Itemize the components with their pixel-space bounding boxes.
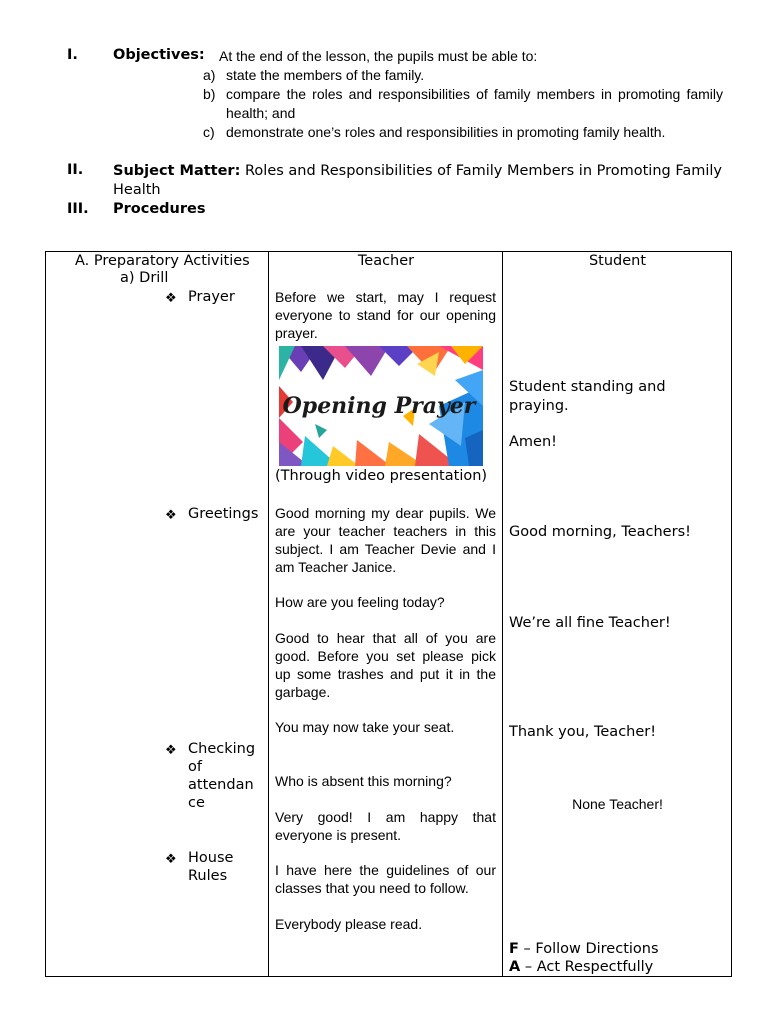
teacher-read: Everybody please read. — [275, 916, 423, 932]
student-fine: We’re all fine Teacher! — [509, 615, 671, 631]
rule-letter: F — [509, 941, 519, 957]
subject-matter-text: Roles and Responsibilities of Family Members in Promoting Family Health — [113, 163, 722, 198]
activity-prayer: Prayer — [188, 289, 235, 305]
student-standing: Student standing and praying. — [509, 379, 666, 414]
objective-text: state the members of the family. — [226, 67, 425, 83]
activity-house-rules-2: Rules — [188, 868, 228, 884]
drill-heading: a) Drill — [120, 270, 169, 286]
subject-matter — [113, 162, 722, 200]
objective-label: a) — [203, 67, 216, 83]
rule-letter: A — [509, 959, 521, 975]
rule-text: – Act Respectfully — [520, 959, 654, 975]
procedures-title: Procedures — [113, 201, 206, 217]
teacher-present: Very good! I am happy that everyone is present. — [275, 809, 496, 843]
bullet-icon: ❖ — [165, 851, 177, 866]
student-good-morning: Good morning, Teachers! — [509, 524, 691, 540]
objectives-title: Objectives: — [113, 47, 205, 63]
bullet-icon: ❖ — [165, 507, 177, 522]
teacher-seat: You may now take your seat. — [275, 719, 455, 735]
section-number-procedures: III. — [67, 201, 89, 217]
activities-column — [46, 252, 269, 977]
teacher-greeting: Good morning my dear pupils. We are your teacher teachers in this subject. I am Teacher Devie and I am Teacher Janice. — [275, 505, 496, 575]
activity-attendance-4: ce — [188, 795, 205, 811]
teacher-prayer-request: Before we start, may I request everyone to stand for our opening prayer. — [275, 289, 496, 341]
teacher-column — [269, 252, 503, 977]
teacher-trash: Good to hear that all of you are good. Before you set please pick up some trashes and put it in the garbage. — [275, 630, 496, 700]
rule-follow-directions — [509, 940, 659, 959]
objectives-intro: At the end of the lesson, the pupils must be able to: — [219, 48, 538, 64]
rule-text: – Follow Directions — [518, 941, 659, 957]
subject-matter-title: Subject Matter: — [113, 163, 241, 179]
teacher-video-note: (Through video presentation) — [275, 468, 488, 484]
objective-label: b) — [203, 86, 216, 102]
student-thanks: Thank you, Teacher! — [509, 724, 657, 740]
student-amen: Amen! — [509, 434, 557, 450]
opening-prayer-graphic — [279, 346, 483, 466]
teacher-guidelines: I have here the guidelines of our classes that you need to follow. — [275, 862, 496, 896]
student-column — [503, 252, 732, 977]
teacher-header: Teacher — [357, 253, 415, 269]
activity-attendance-2: of — [188, 759, 202, 775]
rule-act-respectfully — [509, 958, 653, 977]
procedures-table — [45, 251, 732, 977]
objective-text: demonstrate one’s roles and responsibilities in promoting family health. — [226, 124, 666, 140]
activity-attendance-3: attendan — [188, 777, 254, 793]
teacher-feeling: How are you feeling today? — [275, 594, 445, 610]
section-number-objectives: I. — [67, 47, 78, 63]
activity-greetings: Greetings — [188, 506, 259, 522]
student-none: None Teacher! — [572, 796, 663, 812]
bullet-icon: ❖ — [165, 742, 177, 757]
activity-heading: A. Preparatory Activities — [75, 253, 250, 269]
activity-attendance-1: Checking — [188, 741, 256, 757]
student-header: Student — [588, 253, 647, 269]
teacher-absent: Who is absent this morning? — [275, 773, 452, 789]
activity-house-rules-1: House — [188, 850, 234, 866]
opening-prayer-image-text: Opening Prayer — [282, 393, 476, 419]
objective-text: compare the roles and responsibilities of family members in promoting family health; and — [226, 86, 723, 121]
section-number-subject-matter: II. — [67, 162, 84, 178]
objective-label: c) — [203, 124, 215, 140]
opening-prayer-image — [279, 346, 483, 466]
bullet-icon: ❖ — [165, 290, 177, 305]
